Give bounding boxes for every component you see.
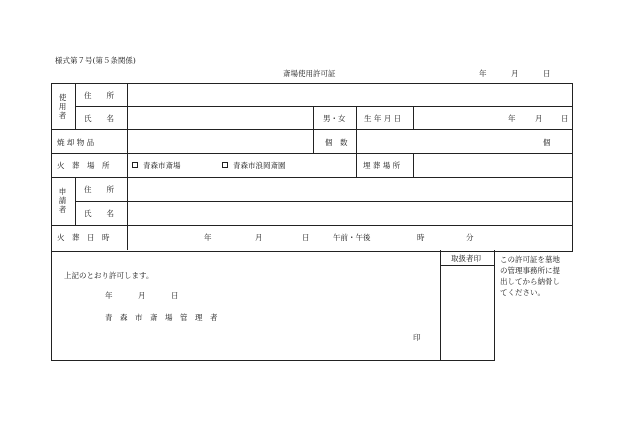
- handler-divider: [440, 250, 441, 360]
- place-label: 火 葬 場 所: [57, 161, 110, 170]
- form-title: 斎場使用許可証: [283, 69, 336, 78]
- approval-day-label: 日: [171, 291, 179, 300]
- col-line: [75, 177, 76, 225]
- col-line: [356, 106, 357, 129]
- row-line: [51, 225, 572, 226]
- datetime-day-label: 日: [302, 233, 310, 242]
- datetime-month-label: 月: [255, 233, 263, 242]
- gender-label[interactable]: 男・女: [323, 114, 346, 123]
- form-number: 様式第７号(第５条関係): [55, 56, 136, 65]
- applicant-name-label: 氏 名: [84, 209, 114, 218]
- issue-month-label: 月: [511, 69, 519, 78]
- row-line: [51, 153, 572, 154]
- applicant-section-label: 申 請 者: [58, 187, 67, 214]
- item-label: 焼 却 物 品: [57, 138, 95, 147]
- birthdate-label: 生 年 月 日: [364, 114, 402, 123]
- option-namioka-checkbox[interactable]: [222, 162, 228, 168]
- row-line: [75, 201, 572, 202]
- seal-mark: 印: [413, 333, 421, 342]
- approval-box: [51, 250, 495, 361]
- option-aomori-checkbox[interactable]: [132, 162, 138, 168]
- form-table: [51, 83, 573, 252]
- issue-year-label: 年: [479, 69, 487, 78]
- hour-label: 時: [417, 233, 425, 242]
- datetime-label: 火 葬 日 時: [57, 233, 110, 242]
- birth-day-label: 日: [561, 114, 569, 123]
- option-namioka-label: 青森市浪岡斎園: [233, 161, 286, 170]
- minute-label: 分: [466, 233, 474, 242]
- user-section-label: 使 用 者: [58, 93, 67, 120]
- issue-day-label: 日: [543, 69, 551, 78]
- approval-text: 上記のとおり許可します。: [64, 271, 154, 280]
- col-line: [127, 84, 128, 250]
- birth-year-label: 年: [508, 114, 516, 123]
- row-line: [51, 177, 572, 178]
- handler-seal-label: 取扱者印: [451, 254, 481, 263]
- ampm-label[interactable]: 午前・午後: [333, 233, 371, 242]
- user-name-label: 氏 名: [84, 114, 114, 123]
- row-line: [51, 129, 572, 130]
- col-line: [413, 153, 414, 177]
- burial-instruction-note: この許可証を墓地 の管理事務所に提 出してから納骨し てください。: [500, 255, 560, 297]
- row-line: [75, 106, 572, 107]
- col-line: [356, 129, 357, 153]
- datetime-year-label: 年: [204, 233, 212, 242]
- count-label: 個 数: [325, 138, 348, 147]
- col-line: [313, 106, 314, 153]
- burial-label: 埋 葬 場 所: [363, 161, 401, 170]
- user-address-label: 住 所: [84, 91, 114, 100]
- approval-month-label: 月: [138, 291, 146, 300]
- birth-month-label: 月: [535, 114, 543, 123]
- manager-title: 青 森 市 斎 場 管 理 者: [105, 313, 218, 322]
- option-aomori-label: 青森市斎場: [143, 161, 181, 170]
- handler-header-line: [440, 265, 494, 266]
- col-line: [75, 84, 76, 129]
- approval-year-label: 年: [105, 291, 113, 300]
- col-line: [356, 153, 357, 177]
- count-unit: 個: [543, 138, 551, 147]
- applicant-address-label: 住 所: [84, 185, 114, 194]
- col-line: [413, 106, 414, 129]
